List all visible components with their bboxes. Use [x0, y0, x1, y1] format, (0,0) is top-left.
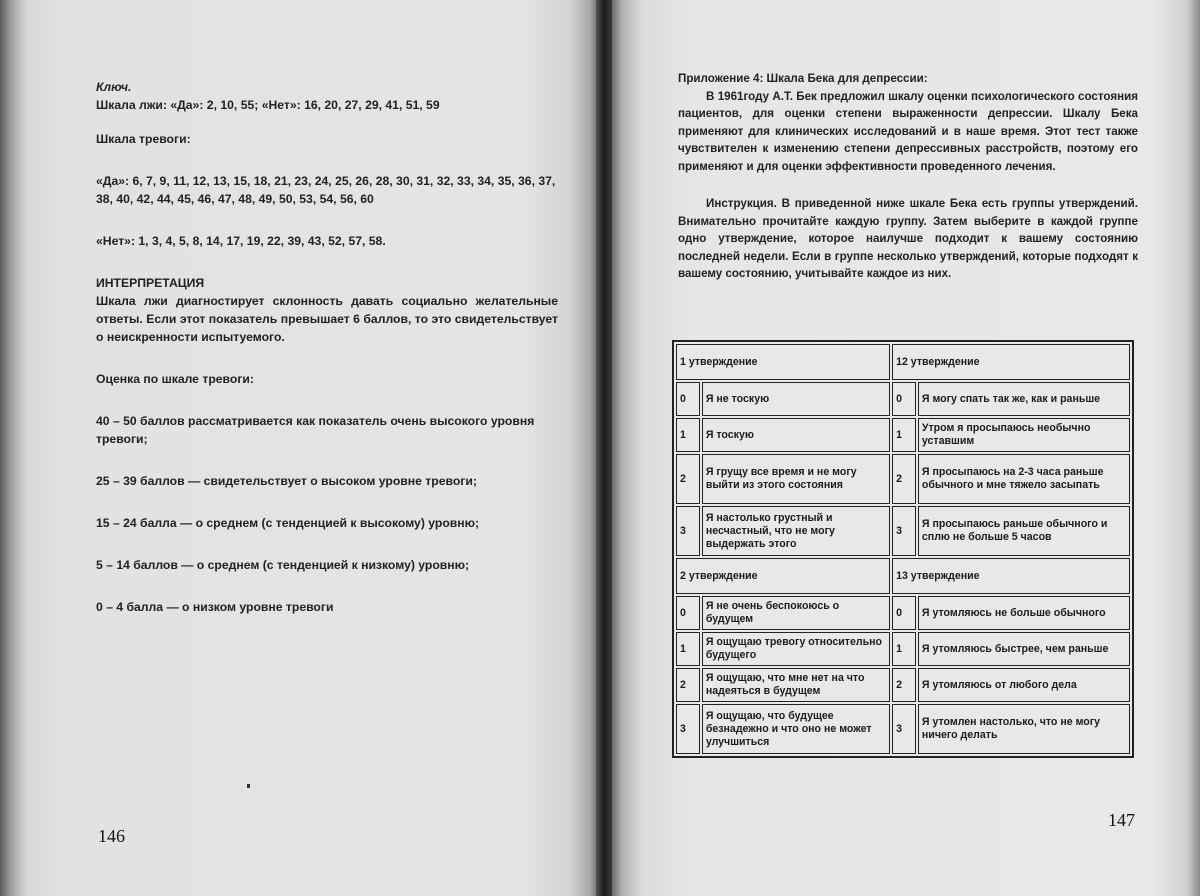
option-text: Я утомляюсь быстрее, чем раньше: [918, 632, 1130, 666]
option-text: Я могу спать так же, как и раньше: [918, 382, 1130, 416]
option-text: Я не тоскую: [702, 382, 890, 416]
option-text: Я тоскую: [702, 418, 890, 452]
table-row: [676, 506, 1130, 556]
table-row: [676, 704, 1130, 754]
group-title: 1 утверждение: [676, 344, 890, 380]
level-item: 0 – 4 балла — о низком уровне тревоги: [96, 598, 558, 616]
table-row: [676, 596, 1130, 630]
option-number: 3: [676, 506, 700, 556]
option-text: Я утомляюсь не больше обычного: [918, 596, 1130, 630]
table-row: [676, 454, 1130, 504]
option-number: 1: [892, 418, 916, 452]
appendix-heading: Приложение 4: Шкала Бека для депрессии:: [678, 70, 1138, 88]
option-text: Я просыпаюсь раньше обычного и сплю не больше 5 часов: [918, 506, 1130, 556]
table-row: [676, 418, 1130, 452]
option-text: Я не очень беспокоюсь о будущем: [702, 596, 890, 630]
interpretation-heading: ИНТЕРПРЕТАЦИЯ: [96, 274, 558, 292]
group-title: 13 утверждение: [892, 558, 1130, 594]
option-number: 0: [676, 382, 700, 416]
option-text: Я просыпаюсь на 2-3 часа раньше обычного и мне тяжело засыпать: [918, 454, 1130, 504]
option-number: 3: [892, 704, 916, 754]
table-row: [676, 632, 1130, 666]
option-number: 1: [676, 632, 700, 666]
option-number: 1: [676, 418, 700, 452]
table-group-header: [676, 558, 1130, 594]
option-number: 2: [892, 454, 916, 504]
instruction-text: В приведенной ниже шкале Бека есть группы утверждений. Внимательно прочитайте каждую группу. Затем выберите в каждой группе одно утверждение, которое наилучше подходит к вашему состоянию последней недели. Если в группе несколько утверждений, которые подходят к вашему состоянию, учитывайте каждое из них.: [678, 197, 1138, 280]
level-item: 5 – 14 баллов — о среднем (с тенденцией к низкому) уровню;: [96, 556, 558, 574]
table-row: [676, 668, 1130, 702]
left-page-content: [96, 78, 558, 616]
option-text: Я утомлен настолько, что не могу ничего делать: [918, 704, 1130, 754]
right-page: [612, 0, 1200, 896]
option-text: Я грущу все время и не могу выйти из этого состояния: [702, 454, 890, 504]
anxiety-scale-heading: Шкала тревоги:: [96, 130, 558, 148]
option-text: Я ощущаю, что мне нет на что надеяться в будущем: [702, 668, 890, 702]
ink-dot: [247, 784, 250, 788]
interpretation-text: Шкала лжи диагностирует склонность давать социально желательные ответы. Если этот показатель превышает 6 баллов, то это свидетельствует о неискренности испытуемого.: [96, 292, 558, 346]
group-title: 12 утверждение: [892, 344, 1130, 380]
group-title: 2 утверждение: [676, 558, 890, 594]
table-group-header: [676, 344, 1130, 380]
option-number: 0: [676, 596, 700, 630]
anxiety-no-key: «Нет»: 1, 3, 4, 5, 8, 14, 17, 19, 22, 39, 43, 52, 57, 58.: [96, 232, 558, 250]
option-text: Я настолько грустный и несчастный, что не могу выдержать этого: [702, 506, 890, 556]
intro-paragraph: В 1961году А.Т. Бек предложил шкалу оценки психологического состояния пациентов, для оценки степени выраженности депрессии. Шкалу Бека применяют для клинических исследований и в наше время. Этот тест также чувствителен к изменению степени депрессивных расстройств, поэтому его применяют и для оценки эффективности проведенного лечения.: [678, 88, 1138, 176]
page-number-right: 147: [1108, 810, 1135, 831]
book-gutter: [596, 0, 612, 896]
option-text: Я ощущаю тревогу относительно будущего: [702, 632, 890, 666]
option-text: Я ощущаю, что будущее безнадежно и что оно не может улучшиться: [702, 704, 890, 754]
option-text: Я утомляюсь от любого дела: [918, 668, 1130, 702]
level-item: 40 – 50 баллов рассматривается как показатель очень высокого уровня тревоги;: [96, 412, 558, 448]
key-heading: Ключ.: [96, 78, 558, 96]
level-item: 25 – 39 баллов — свидетельствует о высоком уровне тревоги;: [96, 472, 558, 490]
table-row: [676, 382, 1130, 416]
page-number-left: 146: [98, 826, 125, 847]
option-number: 2: [676, 668, 700, 702]
option-number: 1: [892, 632, 916, 666]
anxiety-eval-heading: Оценка по шкале тревоги:: [96, 370, 558, 388]
option-number: 3: [676, 704, 700, 754]
lie-scale-key: Шкала лжи: «Да»: 2, 10, 55; «Нет»: 16, 20, 27, 29, 41, 51, 59: [96, 96, 558, 114]
option-number: 0: [892, 596, 916, 630]
option-number: 2: [892, 668, 916, 702]
option-number: 3: [892, 506, 916, 556]
anxiety-yes-key: «Да»: 6, 7, 9, 11, 12, 13, 15, 18, 21, 23, 24, 25, 26, 28, 30, 31, 32, 33, 34, 35, 36, 37, 38, 40, 42, 44, 45, 46, 47, 48, 49, 50, 53, 54, 56, 60: [96, 172, 558, 208]
instruction-paragraph: [678, 195, 1138, 283]
beck-scale-table: [672, 340, 1134, 758]
right-page-content: [678, 70, 1138, 283]
option-text: Утром я просыпаюсь необычно уставшим: [918, 418, 1130, 452]
option-number: 0: [892, 382, 916, 416]
left-page: [0, 0, 596, 896]
level-item: 15 – 24 балла — о среднем (с тенденцией к высокому) уровню;: [96, 514, 558, 532]
instruction-label: Инструкция.: [706, 197, 777, 210]
option-number: 2: [676, 454, 700, 504]
